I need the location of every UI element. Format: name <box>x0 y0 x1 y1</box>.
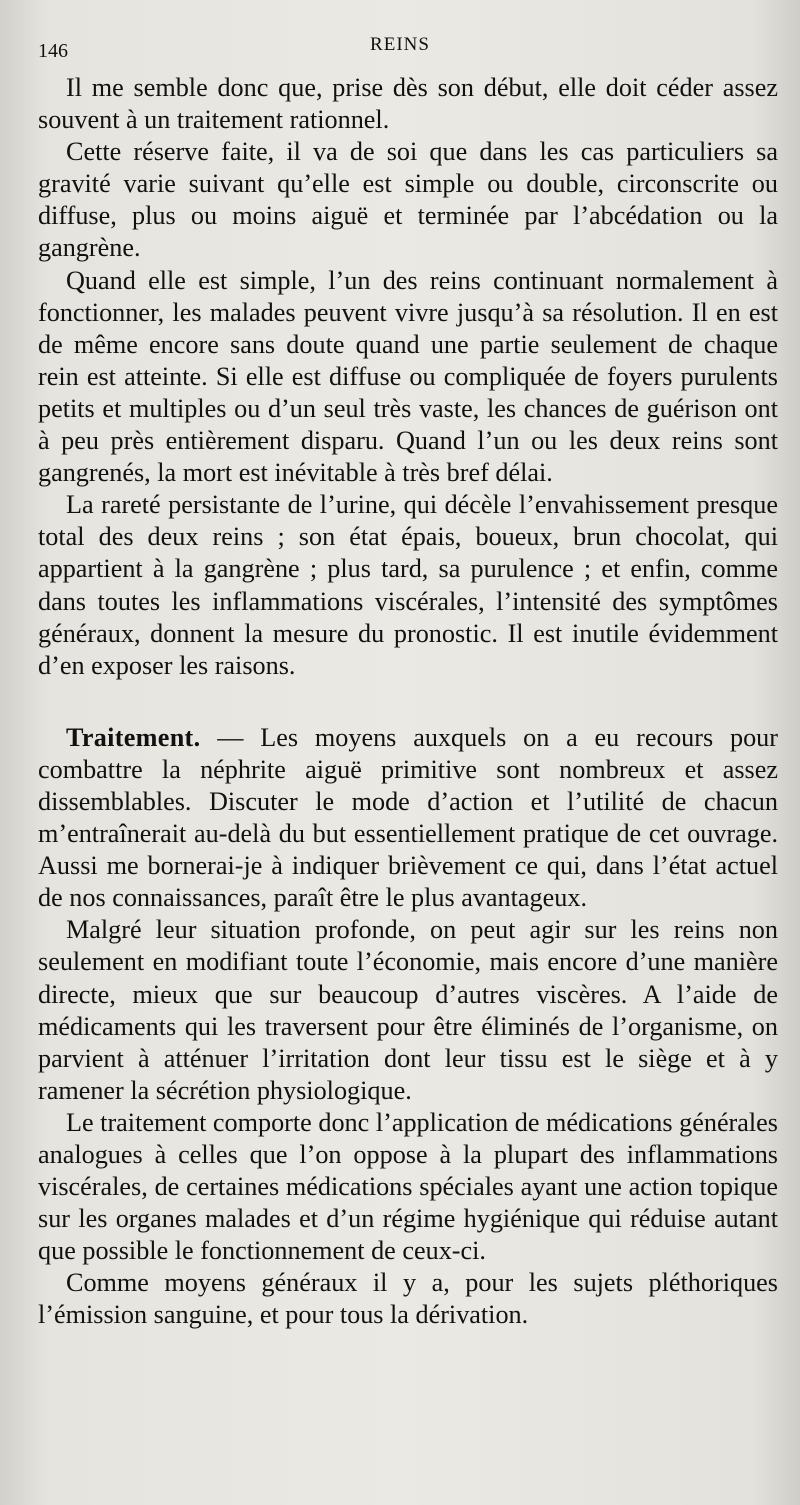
treatment-intro-paragraph <box>38 722 778 915</box>
paragraph-prognosis-4: La rareté persistante de l’urine, qui décèle l’envahissement presque total des deux reins ; son état épais, boueux, brun chocolat, qui appartient à la gangrène ; plus tard, sa purulence ; et enfin, comme dans toutes les inflammations viscérales, l’intensité des symptômes généraux, donnent la mesure du pronostic. Il est inutile évidemment d’en exposer les raisons. <box>38 490 778 680</box>
running-head: REINS <box>370 34 430 55</box>
page-number: 146 <box>38 40 68 62</box>
page-header <box>38 34 762 64</box>
treatment-intro-text: — Les moyens auxquels on a eu recours pour combattre la néphrite aiguë primitive sont nombreux et assez dissemblables. Discuter le mode d’action et l’utilité de chacun m’entraînerait au-delà du but essentiellement pratique de cet ouvrage. Aussi me bornerai-je à indiquer brièvement ce qui, dans l’état actuel de nos connaissances, paraît être le plus avantageux. <box>38 722 778 913</box>
paragraph-prognosis-2: Cette réserve faite, il va de soi que dans les cas particuliers sa gravité varie suivant qu’elle est simple ou double, circonscrite ou diffuse, plus ou moins aiguë et terminée par l’abcédation ou la gangrène. <box>38 137 778 263</box>
paragraph-treatment-1: Malgré leur situation profonde, on peut agir sur les reins non seulement en modifiant toute l’économie, mais encore d’une manière directe, mieux que sur beaucoup d’autres viscères. A l’aide de médicaments qui les traversent pour être éliminés de l’organisme, on parvient à atténuer l’irritation dont leur tissu est le siège et à y ramener la sécrétion physiologique. <box>38 915 778 1105</box>
paragraph-treatment-2: Le traitement comporte donc l’application de médications générales analogues à celles que l’on oppose à la plupart des inflammations viscérales, de certaines médications spéciales ayant une action topique sur les organes malades et d’un régime hygiénique qui réduise autant que possible le fonctionnement de ceux-ci. <box>38 1107 778 1266</box>
paragraph-treatment-3: Comme moyens généraux il y a, pour les sujets pléthoriques l’émission sanguine, et pour tous la dérivation. <box>38 1268 778 1330</box>
paragraph-prognosis-3: Quand elle est simple, l’un des reins continuant normalement à fonctionner, les malades peuvent vivre jusqu’à sa résolution. Il en est de même encore sans doute quand une partie seulement de chaque rein est atteinte. Si elle est diffuse ou compliquée de foyers purulents petits et multiples ou d’un seul très vaste, les chances de guérison ont à peu près entièrement disparu. Quand l’un ou les deux reins sont gangrenés, la mort est inévitable à très bref délai. <box>38 265 778 488</box>
paragraph-prognosis-1: Il me semble donc que, prise dès son début, elle doit céder assez souvent à un traitement rationnel. <box>38 73 778 135</box>
body-text <box>38 72 778 1332</box>
section-heading-traitement: Traitement. <box>66 722 201 752</box>
